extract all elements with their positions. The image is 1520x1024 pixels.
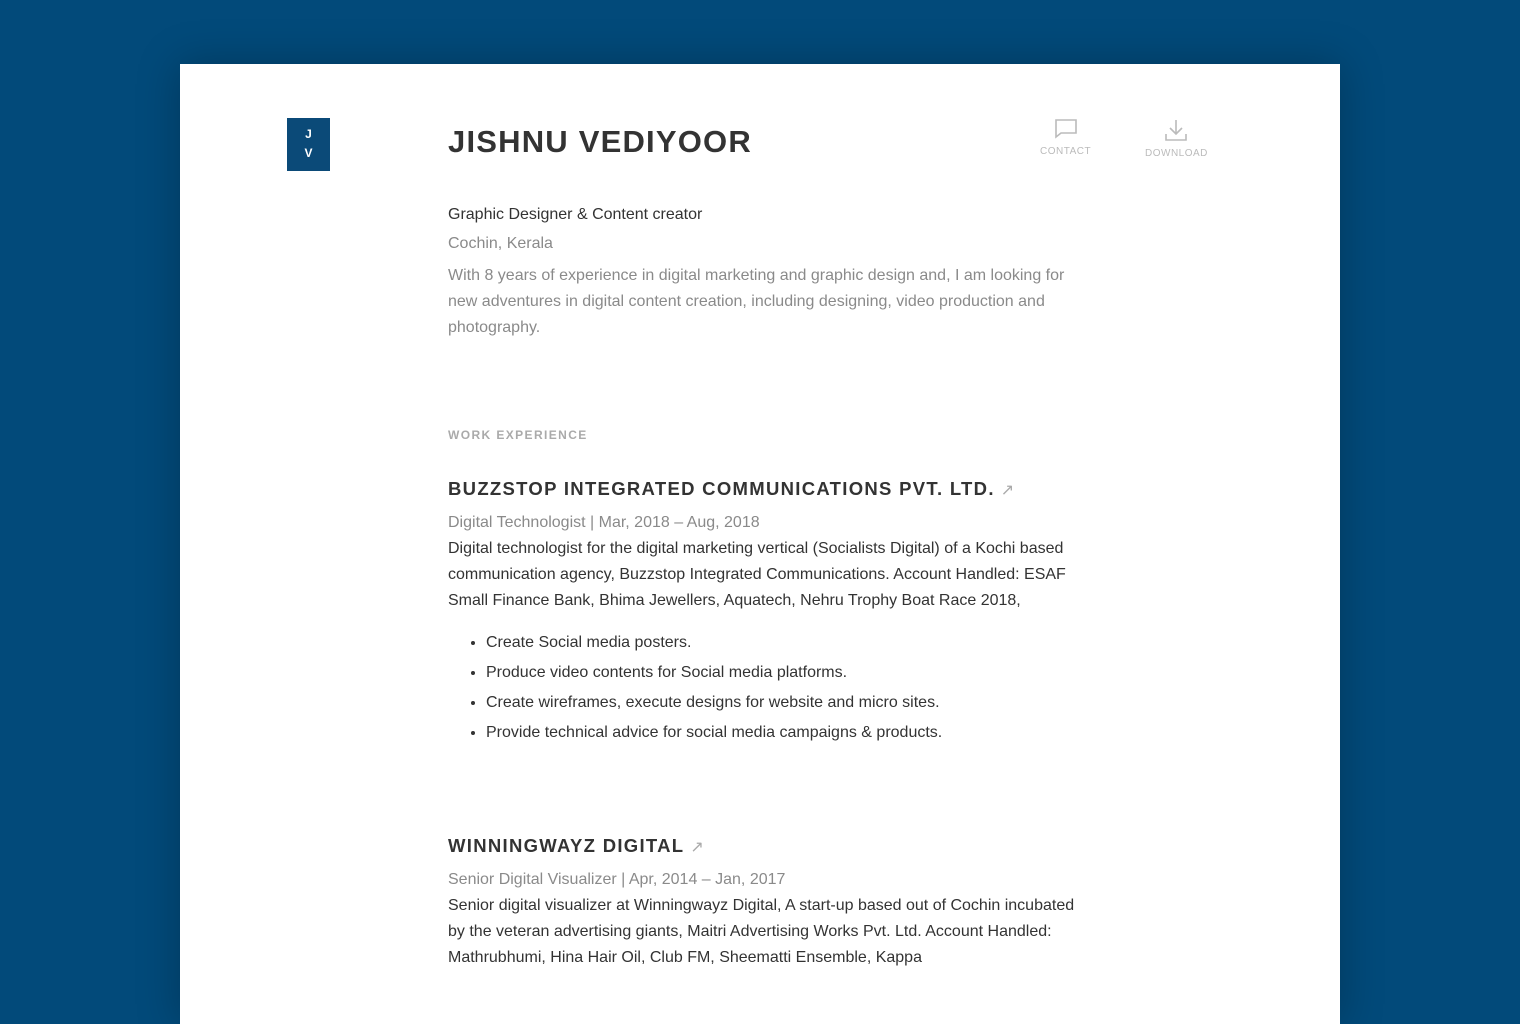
job-description: Senior digital visualizer at Winningwayz Digital, A start-up based out of Cochin incubated by the veteran advertising giants, Maitri Advertising Works Pvt. Ltd. Account Handled: Mathrubhumi, Hina Hair Oil, Club FM, Sheematti Ensemble, Kappa [448, 897, 1075, 966]
external-link-icon[interactable]: ↗ [690, 839, 706, 856]
job-entry [448, 478, 1078, 748]
section-title: WORK EXPERIENCE [448, 428, 588, 442]
role: Graphic Designer & Content creator [448, 206, 703, 223]
resume-card [180, 64, 1340, 1024]
company-label: WINNINGWAYZ DIGITAL [448, 835, 685, 856]
list-item: • Provide technical advice for social media campaigns & products. [486, 718, 1078, 748]
download-icon [1164, 118, 1188, 142]
list-item: • Create wireframes, execute designs for website and micro sites. [486, 688, 1078, 718]
download-label: DOWNLOAD [1145, 148, 1208, 159]
logo-letter-j: J [305, 127, 312, 141]
job-meta: Senior Digital Visualizer | Apr, 2014 – Jan, 2017 [448, 871, 786, 888]
location: Cochin, Kerala [448, 235, 553, 252]
contact-button[interactable] [1040, 118, 1091, 157]
list-item: • Create Social media posters. [486, 628, 1078, 658]
page-title: JISHNU VEDIYOOR [448, 124, 752, 159]
company-name[interactable] [448, 835, 1078, 857]
company-name[interactable] [448, 478, 1078, 500]
profile [448, 206, 1078, 341]
logo-letter-v: V [304, 146, 313, 160]
chat-icon [1054, 118, 1078, 140]
logo[interactable] [287, 118, 330, 171]
download-button[interactable] [1145, 118, 1208, 159]
job-description: Digital technologist for the digital marketing vertical (Socialists Digital) of a Kochi based communication agency, Buzzstop Integrated Communications. Account Handled: ESAF Small Finance Bank, Bhima Jewellers, Aquatech, Nehru Trophy Boat Race 2018, [448, 540, 1066, 609]
list-item: • Produce video contents for Social media platforms. [486, 658, 1078, 688]
company-label: BUZZSTOP INTEGRATED COMMUNICATIONS PVT. LTD. [448, 478, 995, 499]
external-link-icon[interactable]: ↗ [1000, 482, 1016, 499]
job-entry [448, 835, 1078, 971]
job-bullets [448, 628, 1078, 748]
contact-label: CONTACT [1040, 146, 1092, 157]
job-meta: Digital Technologist | Mar, 2018 – Aug, 2018 [448, 514, 760, 531]
summary: With 8 years of experience in digital marketing and graphic design and, I am looking for new adventures in digital content creation, including designing, video production and photography. [448, 267, 1065, 336]
